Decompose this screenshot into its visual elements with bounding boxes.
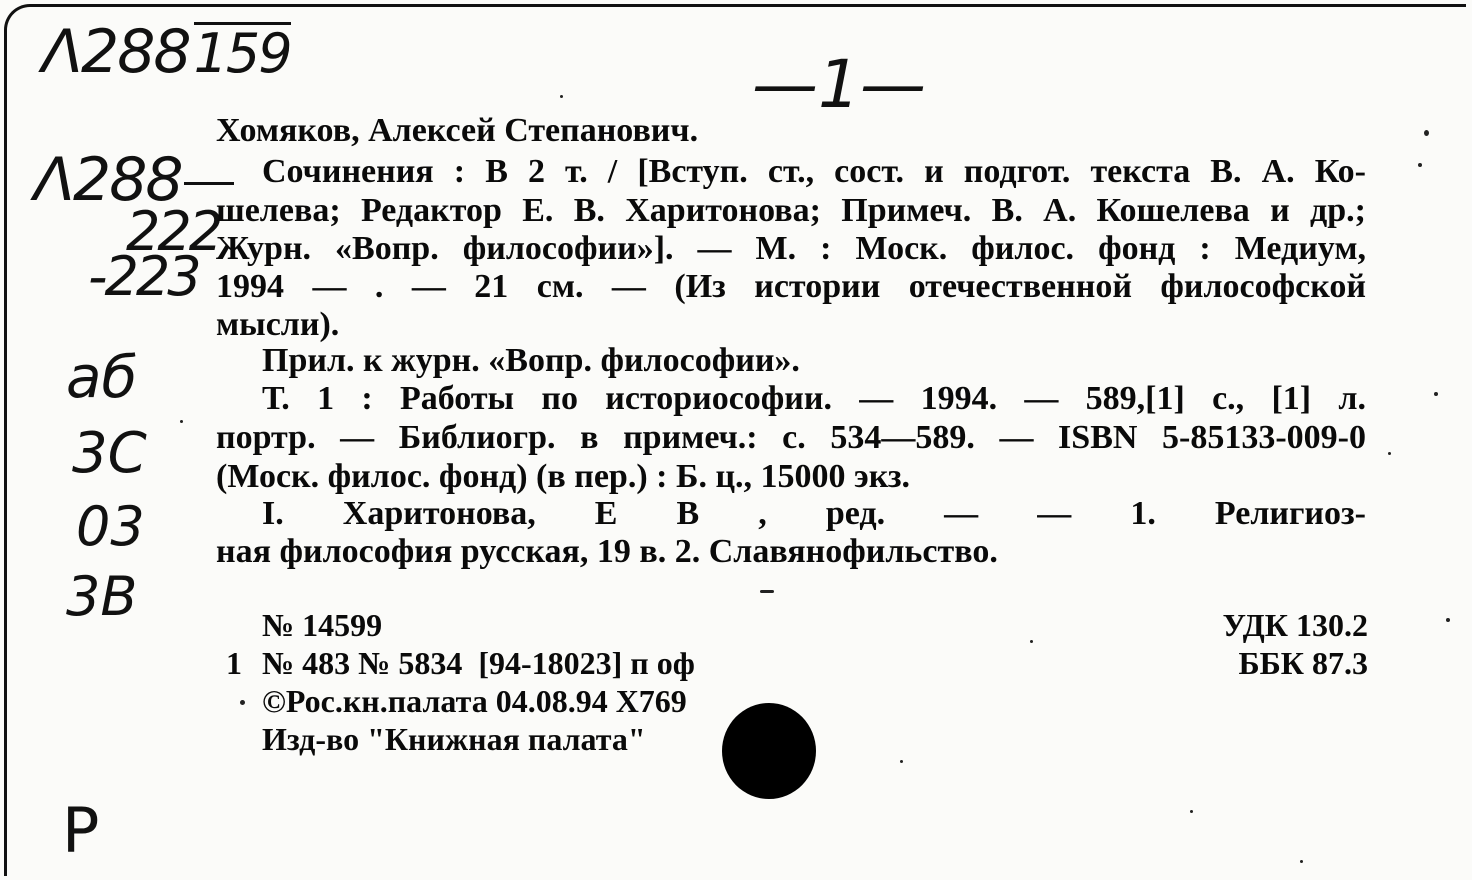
shelf-mark-range-1: 222 xyxy=(126,200,221,263)
title-line-3: Журн. «Вопр. философии»]. — М. : Моск. филос. фонд : Медиум, xyxy=(216,230,1366,267)
handwritten-note-4: 3В xyxy=(66,565,138,628)
scan-speck xyxy=(1424,130,1429,136)
punch-hole xyxy=(722,703,816,799)
scan-speck xyxy=(1300,860,1303,863)
title-line-5: мысли). xyxy=(216,306,340,343)
book-chamber-line: ©Рос.кн.палата 04.08.94 Х769 xyxy=(262,683,687,719)
title-line-4: 1994 — . — 21 см. — (Из истории отечественной философской xyxy=(216,268,1366,305)
scan-speck xyxy=(1030,640,1033,643)
publisher-line: Изд-во "Книжная палата" xyxy=(262,721,646,757)
shelf-mark-top: Λ288159 xyxy=(42,17,291,87)
handwritten-note-1: аб xyxy=(66,343,138,411)
handwritten-note-2: 3С xyxy=(72,421,147,486)
shelf-mark-top-sub: 159 xyxy=(193,22,291,85)
scan-speck xyxy=(1434,392,1438,396)
volume-line-3: (Моск. филос. фонд) (в пер.) : Б. ц., 15000 экз. xyxy=(216,458,911,495)
order-numbers: № 483 № 5834 [94-18023] п оф xyxy=(262,645,695,681)
bbk-code: ББК 87.3 xyxy=(1238,645,1368,681)
scan-speck xyxy=(180,420,183,423)
supplement-note: Прил. к журн. «Вопр. философии». xyxy=(262,342,800,379)
scan-speck xyxy=(760,590,774,593)
shelf-mark-range-2: -223 xyxy=(88,245,199,308)
registry-number: № 14599 xyxy=(262,607,383,643)
shelf-mark-main: Λ288 xyxy=(34,150,234,210)
scan-speck xyxy=(1388,452,1391,455)
margin-mark: 1 xyxy=(226,645,242,681)
udk-code: УДК 130.2 xyxy=(1222,607,1368,643)
handwritten-note-bottom: Р xyxy=(62,794,100,867)
author-heading: Хомяков, Алексей Степанович. xyxy=(216,112,699,149)
subject-line-2: ная философия русская, 19 в. 2. Славянофильство. xyxy=(216,533,998,570)
scan-speck xyxy=(1446,618,1450,622)
scan-speck xyxy=(900,760,903,763)
scan-speck xyxy=(1418,163,1422,167)
subject-line-1: I. Харитонова, Е В , ред. — — 1. Религиоз- xyxy=(262,495,1366,532)
card-number: —1— xyxy=(752,46,926,123)
handwritten-note-3: 03 xyxy=(76,495,145,558)
volume-line-2: портр. — Библиогр. в примеч.: с. 534—589. — ISBN 5-85133-009-0 xyxy=(216,419,1366,456)
scan-speck xyxy=(560,95,563,98)
scan-speck xyxy=(1190,810,1193,813)
title-line-2: шелева; Редактор Е. В. Харитонова; Примеч. В. А. Кошелева и др.; xyxy=(216,192,1366,229)
shelf-mark-dash xyxy=(184,182,234,185)
volume-line-1: Т. 1 : Работы по историософии. — 1994. — 589,[1] с., [1] л. xyxy=(262,380,1366,417)
scan-speck xyxy=(240,700,245,705)
title-line-1: Сочинения : В 2 т. / [Вступ. ст., сост. и подгот. текста В. А. Ко- xyxy=(262,153,1366,190)
